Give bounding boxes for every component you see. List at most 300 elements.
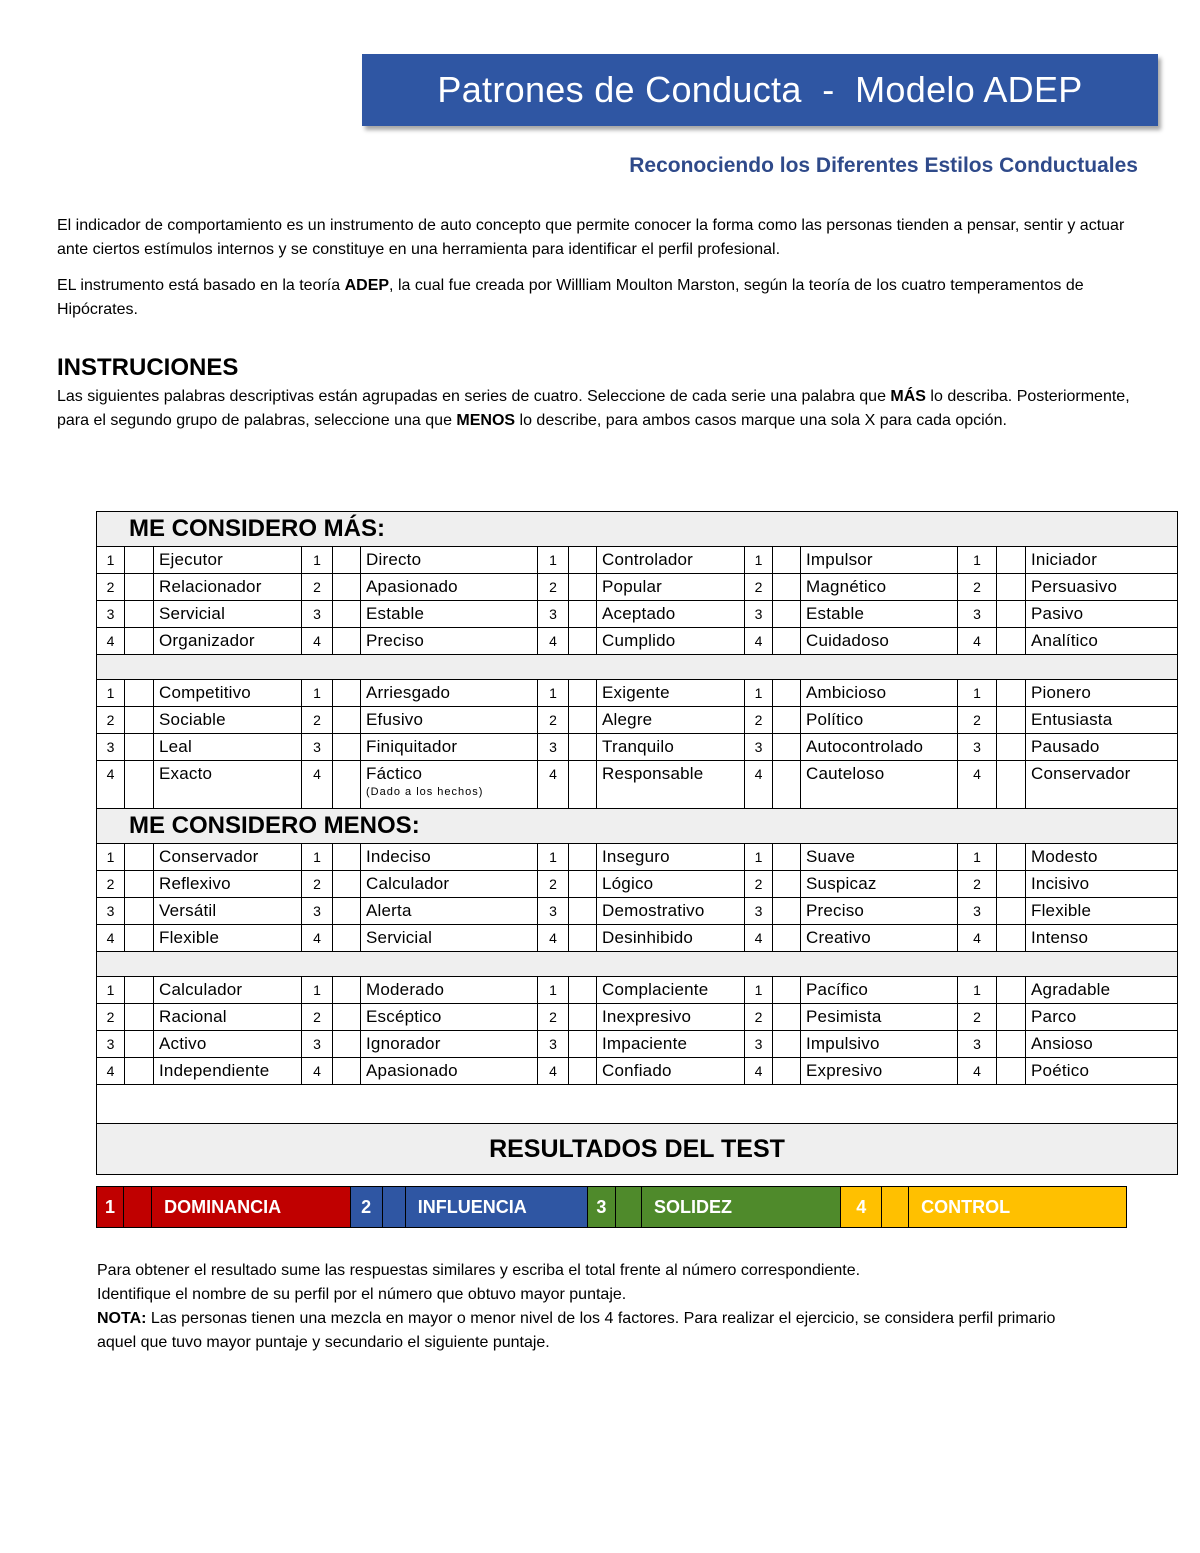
- word-label: Agradable: [1031, 980, 1111, 999]
- instructions-text: [57, 385, 1157, 433]
- mark-box[interactable]: [569, 844, 597, 871]
- word-label: Persuasivo: [1031, 577, 1118, 596]
- word-cell: [361, 761, 538, 809]
- word-cell: [361, 601, 538, 628]
- word-cell: [1026, 898, 1178, 925]
- mark-box[interactable]: [125, 977, 154, 1004]
- mark-box[interactable]: [125, 1031, 154, 1058]
- option-number: 1: [745, 844, 773, 871]
- mark-box[interactable]: [569, 898, 597, 925]
- word-label: Pasivo: [1031, 604, 1084, 623]
- word-row: [97, 734, 1178, 761]
- word-cell: [801, 628, 958, 655]
- instructions-text-part: Las siguientes palabras descriptivas están agrupadas en series de cuatro. Seleccione de cada serie una palabra que: [57, 388, 891, 405]
- mark-box[interactable]: [569, 628, 597, 655]
- option-number: 4: [745, 628, 773, 655]
- word-cell: [801, 761, 958, 809]
- mark-box[interactable]: [569, 574, 597, 601]
- mark-box[interactable]: [773, 925, 801, 952]
- word-cell: [597, 871, 745, 898]
- mark-box[interactable]: [333, 977, 361, 1004]
- word-cell: [154, 547, 302, 574]
- word-label: Pacífico: [806, 980, 869, 999]
- mark-box[interactable]: [125, 898, 154, 925]
- mark-box[interactable]: [997, 871, 1026, 898]
- mark-box[interactable]: [333, 628, 361, 655]
- option-number: 1: [745, 547, 773, 574]
- word-cell: [154, 734, 302, 761]
- footer-line-2: Identifique el nombre de su perfil por el número que obtuvo mayor puntaje.: [97, 1286, 627, 1303]
- mark-box[interactable]: [773, 871, 801, 898]
- mark-box[interactable]: [773, 680, 801, 707]
- word-cell: [154, 977, 302, 1004]
- option-number: 2: [97, 1004, 125, 1031]
- mark-box[interactable]: [125, 547, 154, 574]
- option-number: 4: [538, 761, 569, 809]
- option-number: 4: [745, 761, 773, 809]
- word-cell: [1026, 1031, 1178, 1058]
- mark-box[interactable]: [773, 601, 801, 628]
- mark-box[interactable]: [997, 707, 1026, 734]
- mark-box[interactable]: [333, 734, 361, 761]
- word-label: Pionero: [1031, 683, 1091, 702]
- word-label: Iniciador: [1031, 550, 1098, 569]
- word-label: Cauteloso: [806, 764, 885, 783]
- option-number: 3: [745, 1031, 773, 1058]
- option-number: 3: [958, 1031, 997, 1058]
- mark-box[interactable]: [997, 898, 1026, 925]
- mark-box[interactable]: [125, 574, 154, 601]
- word-label: Lógico: [602, 874, 654, 893]
- mark-box[interactable]: [569, 1031, 597, 1058]
- word-label: Finiquitador: [366, 737, 458, 756]
- option-number: 2: [958, 707, 997, 734]
- mark-box[interactable]: [997, 547, 1026, 574]
- word-cell: [361, 547, 538, 574]
- word-label: Político: [806, 710, 864, 729]
- option-number: 4: [302, 628, 333, 655]
- word-cell: [154, 628, 302, 655]
- mark-box[interactable]: [997, 761, 1026, 809]
- option-number: 3: [958, 898, 997, 925]
- option-number: 2: [302, 707, 333, 734]
- option-number: 3: [745, 734, 773, 761]
- blank-cell: [97, 1085, 1178, 1124]
- word-cell: [597, 1058, 745, 1085]
- word-label: Flexible: [1031, 901, 1092, 920]
- mark-box[interactable]: [773, 547, 801, 574]
- mark-box[interactable]: [333, 1058, 361, 1085]
- word-label: Popular: [602, 577, 662, 596]
- option-number: 4: [302, 761, 333, 809]
- mark-box[interactable]: [773, 844, 801, 871]
- word-cell: [361, 1031, 538, 1058]
- word-cell: [154, 761, 302, 809]
- mark-box[interactable]: [333, 761, 361, 809]
- option-number: 4: [745, 925, 773, 952]
- section-me-considero-menos-title: ME CONSIDERO MENOS:: [97, 809, 1178, 844]
- word-label: Modesto: [1031, 847, 1098, 866]
- instructions-heading: INSTRUCIONES: [57, 354, 239, 381]
- mark-box[interactable]: [125, 761, 154, 809]
- section-me-considero-menos: [97, 809, 1178, 844]
- mark-box[interactable]: [333, 1031, 361, 1058]
- option-number: 3: [302, 1031, 333, 1058]
- word-label: Estable: [366, 604, 425, 623]
- option-number: 1: [538, 977, 569, 1004]
- mark-box[interactable]: [773, 734, 801, 761]
- option-number: 1: [97, 977, 125, 1004]
- word-cell: [597, 977, 745, 1004]
- word-label: Impulsivo: [806, 1034, 880, 1053]
- mark-box[interactable]: [333, 898, 361, 925]
- word-label: Intenso: [1031, 928, 1089, 947]
- results-factors-row: [96, 1186, 1127, 1228]
- mark-box[interactable]: [333, 871, 361, 898]
- mark-box[interactable]: [569, 601, 597, 628]
- mark-box[interactable]: [333, 547, 361, 574]
- word-label: Fáctico: [366, 764, 423, 783]
- word-label: Aceptado: [602, 604, 676, 623]
- word-row: [97, 1058, 1178, 1085]
- factor-label-influencia: INFLUENCIA: [406, 1187, 588, 1227]
- word-label: Competitivo: [159, 683, 251, 702]
- word-cell: [361, 844, 538, 871]
- option-number: 1: [538, 547, 569, 574]
- word-label: Suave: [806, 847, 856, 866]
- word-label: Racional: [159, 1007, 227, 1026]
- factor-number-3: 3: [588, 1187, 616, 1227]
- word-label: Expresivo: [806, 1061, 883, 1080]
- word-label: Tranquilo: [602, 737, 675, 756]
- word-label: Alegre: [602, 710, 653, 729]
- option-number: 3: [538, 1031, 569, 1058]
- mark-box[interactable]: [773, 1031, 801, 1058]
- word-cell: [597, 628, 745, 655]
- option-number: 3: [538, 898, 569, 925]
- option-number: 3: [97, 1031, 125, 1058]
- word-label: Directo: [366, 550, 422, 569]
- mark-box[interactable]: [569, 977, 597, 1004]
- word-cell: [361, 871, 538, 898]
- intro-paragraph-2: [57, 274, 1157, 322]
- word-label: Indeciso: [366, 847, 431, 866]
- factor-score-box-3[interactable]: [616, 1187, 642, 1227]
- note-text: Las personas tienen una mezcla en mayor o menor nivel de los 4 factores. Para realizar el ejercicio, se considera perfil primario aquel que tuvo mayor puntaje y secundario el siguiente puntaje.: [97, 1310, 1056, 1351]
- footer-line-1: Para obtener el resultado sume las respuestas similares y escriba el total frente al número correspondiente.: [97, 1262, 861, 1279]
- word-label: Exacto: [159, 764, 213, 783]
- word-cell: [801, 1058, 958, 1085]
- mark-box[interactable]: [997, 734, 1026, 761]
- option-number: 2: [538, 707, 569, 734]
- mark-box[interactable]: [333, 601, 361, 628]
- footer-note: [97, 1307, 1097, 1355]
- test-table: [96, 511, 1178, 1175]
- results-title: RESULTADOS DEL TEST: [97, 1124, 1178, 1175]
- word-cell: [597, 761, 745, 809]
- word-label: Demostrativo: [602, 901, 705, 920]
- option-number: 1: [958, 547, 997, 574]
- mark-box[interactable]: [125, 871, 154, 898]
- word-cell: [361, 925, 538, 952]
- mark-box[interactable]: [569, 871, 597, 898]
- word-row: [97, 977, 1178, 1004]
- word-label: Reflexivo: [159, 874, 231, 893]
- word-label: Efusivo: [366, 710, 424, 729]
- mark-box[interactable]: [569, 1004, 597, 1031]
- mark-box[interactable]: [773, 1058, 801, 1085]
- option-number: 3: [538, 734, 569, 761]
- mark-box[interactable]: [773, 761, 801, 809]
- word-label: Suspicaz: [806, 874, 877, 893]
- mark-box[interactable]: [569, 1058, 597, 1085]
- mark-box[interactable]: [997, 574, 1026, 601]
- option-number: 4: [538, 628, 569, 655]
- option-number: 1: [958, 844, 997, 871]
- word-cell: [597, 574, 745, 601]
- word-row: [97, 628, 1178, 655]
- mark-box[interactable]: [333, 1004, 361, 1031]
- option-number: 4: [958, 628, 997, 655]
- mark-box[interactable]: [125, 601, 154, 628]
- mark-box[interactable]: [125, 1058, 154, 1085]
- factico-note: (Dado a los hechos): [366, 786, 484, 798]
- option-number: 1: [745, 680, 773, 707]
- option-number: 4: [302, 1058, 333, 1085]
- factor-score-box-2[interactable]: [383, 1187, 406, 1227]
- word-cell: [361, 977, 538, 1004]
- factor-score-box-4[interactable]: [882, 1187, 909, 1227]
- factor-score-box-1[interactable]: [124, 1187, 152, 1227]
- mark-box[interactable]: [997, 1058, 1026, 1085]
- separator-row: [97, 655, 1178, 680]
- word-cell: [801, 1031, 958, 1058]
- mark-box[interactable]: [125, 1004, 154, 1031]
- note-label: NOTA:: [97, 1310, 147, 1327]
- mark-box[interactable]: [125, 707, 154, 734]
- word-row: [97, 1031, 1178, 1058]
- option-number: 3: [97, 601, 125, 628]
- word-cell: [361, 734, 538, 761]
- mark-box[interactable]: [773, 898, 801, 925]
- mark-box[interactable]: [569, 734, 597, 761]
- word-label: Cuidadoso: [806, 631, 890, 650]
- word-cell: [154, 574, 302, 601]
- word-label: Calculador: [159, 980, 243, 999]
- word-cell: [1026, 734, 1178, 761]
- intro-text: EL instrumento está basado en la teoría: [57, 277, 345, 294]
- option-number: 1: [538, 680, 569, 707]
- word-label: Inexpresivo: [602, 1007, 692, 1026]
- mark-box[interactable]: [997, 680, 1026, 707]
- word-cell: [597, 1004, 745, 1031]
- word-cell: [801, 844, 958, 871]
- word-label: Flexible: [159, 928, 220, 947]
- word-cell: [801, 707, 958, 734]
- word-label: Organizador: [159, 631, 255, 650]
- word-label: Ejecutor: [159, 550, 223, 569]
- mark-box[interactable]: [125, 844, 154, 871]
- option-number: 2: [538, 574, 569, 601]
- mark-box[interactable]: [997, 628, 1026, 655]
- instructions-text-part: lo describa. Posteriormente, para el segundo grupo de palabras, seleccione una que: [57, 388, 1130, 429]
- word-cell: [1026, 871, 1178, 898]
- word-row: [97, 680, 1178, 707]
- word-label: Escéptico: [366, 1007, 442, 1026]
- mark-box[interactable]: [125, 628, 154, 655]
- mark-box[interactable]: [569, 925, 597, 952]
- word-label: Cumplido: [602, 631, 676, 650]
- mark-box[interactable]: [773, 628, 801, 655]
- word-label: Ignorador: [366, 1034, 441, 1053]
- mark-box[interactable]: [773, 707, 801, 734]
- option-number: 1: [538, 844, 569, 871]
- mark-box[interactable]: [125, 925, 154, 952]
- intro-bold-adep: ADEP: [344, 277, 390, 294]
- separator-row: [97, 952, 1178, 977]
- option-number: 4: [538, 1058, 569, 1085]
- word-cell: [801, 680, 958, 707]
- word-label: Parco: [1031, 1007, 1077, 1026]
- word-row: [97, 871, 1178, 898]
- word-label: Ansioso: [1031, 1034, 1093, 1053]
- word-row: [97, 925, 1178, 952]
- word-row: [97, 707, 1178, 734]
- word-label: Responsable: [602, 764, 704, 783]
- word-label: Servicial: [159, 604, 226, 623]
- word-cell: [361, 1058, 538, 1085]
- word-cell: [801, 601, 958, 628]
- word-label: Conservador: [159, 847, 259, 866]
- mark-box[interactable]: [125, 734, 154, 761]
- mark-box[interactable]: [997, 925, 1026, 952]
- page-subtitle: Reconociendo los Diferentes Estilos Conductuales: [629, 154, 1138, 177]
- option-number: 3: [745, 898, 773, 925]
- word-label: Calculador: [366, 874, 450, 893]
- option-number: 4: [97, 628, 125, 655]
- word-cell: [597, 844, 745, 871]
- option-number: 1: [97, 680, 125, 707]
- mark-box[interactable]: [997, 844, 1026, 871]
- intro-paragraph-1: El indicador de comportamiento es un instrumento de auto concepto que permite conocer la forma como las personas tienden a pensar, sentir y actuar ante ciertos estímulos internos y se constituye en una herramienta para identificar el perfil profesional.: [57, 217, 1125, 258]
- factor-label-dominancia: DOMINANCIA: [152, 1187, 351, 1227]
- word-cell: [154, 844, 302, 871]
- word-cell: [597, 680, 745, 707]
- title-banner: [362, 54, 1158, 126]
- mark-box[interactable]: [569, 680, 597, 707]
- mark-box[interactable]: [997, 601, 1026, 628]
- option-number: 1: [302, 844, 333, 871]
- factor-number-1: 1: [97, 1187, 124, 1227]
- word-cell: [1026, 574, 1178, 601]
- mark-box[interactable]: [773, 1004, 801, 1031]
- mark-box[interactable]: [569, 547, 597, 574]
- mark-box[interactable]: [997, 1004, 1026, 1031]
- option-number: 4: [958, 925, 997, 952]
- word-cell: [154, 898, 302, 925]
- word-cell: [154, 707, 302, 734]
- option-number: 3: [302, 601, 333, 628]
- word-label: Inseguro: [602, 847, 670, 866]
- bold-mas: MÁS: [890, 388, 926, 405]
- option-number: 2: [97, 574, 125, 601]
- option-number: 2: [302, 871, 333, 898]
- word-cell: [1026, 1058, 1178, 1085]
- option-number: 3: [958, 734, 997, 761]
- option-number: 4: [97, 1058, 125, 1085]
- option-number: 1: [302, 680, 333, 707]
- mark-box[interactable]: [773, 574, 801, 601]
- mark-box[interactable]: [333, 925, 361, 952]
- word-cell: [801, 871, 958, 898]
- option-number: 2: [958, 1004, 997, 1031]
- word-label: Exigente: [602, 683, 670, 702]
- word-cell: [154, 601, 302, 628]
- word-cell: [154, 871, 302, 898]
- word-label: Autocontrolado: [806, 737, 924, 756]
- word-label: Versátil: [159, 901, 217, 920]
- mark-box[interactable]: [333, 844, 361, 871]
- option-number: 3: [97, 898, 125, 925]
- word-label: Controlador: [602, 550, 694, 569]
- mark-box[interactable]: [997, 977, 1026, 1004]
- option-number: 1: [97, 547, 125, 574]
- option-number: 2: [538, 1004, 569, 1031]
- word-label: Magnético: [806, 577, 887, 596]
- mark-box[interactable]: [333, 707, 361, 734]
- word-label: Impulsor: [806, 550, 873, 569]
- word-cell: [154, 1058, 302, 1085]
- option-number: 2: [97, 707, 125, 734]
- word-cell: [1026, 628, 1178, 655]
- mark-box[interactable]: [333, 680, 361, 707]
- word-label: Confiado: [602, 1061, 672, 1080]
- mark-box[interactable]: [333, 574, 361, 601]
- mark-box[interactable]: [997, 1031, 1026, 1058]
- word-label: Complaciente: [602, 980, 709, 999]
- word-label: Desinhibido: [602, 928, 694, 947]
- option-number: 4: [958, 761, 997, 809]
- section-me-considero-mas-title: ME CONSIDERO MÁS:: [97, 512, 1178, 547]
- mark-box[interactable]: [773, 977, 801, 1004]
- word-cell: [597, 925, 745, 952]
- word-label: Pausado: [1031, 737, 1100, 756]
- word-row: [97, 574, 1178, 601]
- word-label: Relacionador: [159, 577, 262, 596]
- word-label: Activo: [159, 1034, 207, 1053]
- word-cell: [801, 547, 958, 574]
- word-label: Independiente: [159, 1061, 270, 1080]
- word-label: Servicial: [366, 928, 433, 947]
- word-cell: [597, 547, 745, 574]
- word-label: Impaciente: [602, 1034, 688, 1053]
- word-label: Analítico: [1031, 631, 1099, 650]
- word-label: Ambicioso: [806, 683, 887, 702]
- word-cell: [154, 1004, 302, 1031]
- option-number: 2: [958, 574, 997, 601]
- word-cell: [597, 1031, 745, 1058]
- factor-label-control: CONTROL: [909, 1187, 1126, 1227]
- word-cell: [154, 925, 302, 952]
- section-me-considero-mas: [97, 512, 1178, 547]
- mark-box[interactable]: [125, 680, 154, 707]
- mark-box[interactable]: [569, 707, 597, 734]
- word-cell: [801, 925, 958, 952]
- word-label: Creativo: [806, 928, 871, 947]
- word-cell: [154, 1031, 302, 1058]
- mark-box[interactable]: [569, 761, 597, 809]
- word-cell: [361, 680, 538, 707]
